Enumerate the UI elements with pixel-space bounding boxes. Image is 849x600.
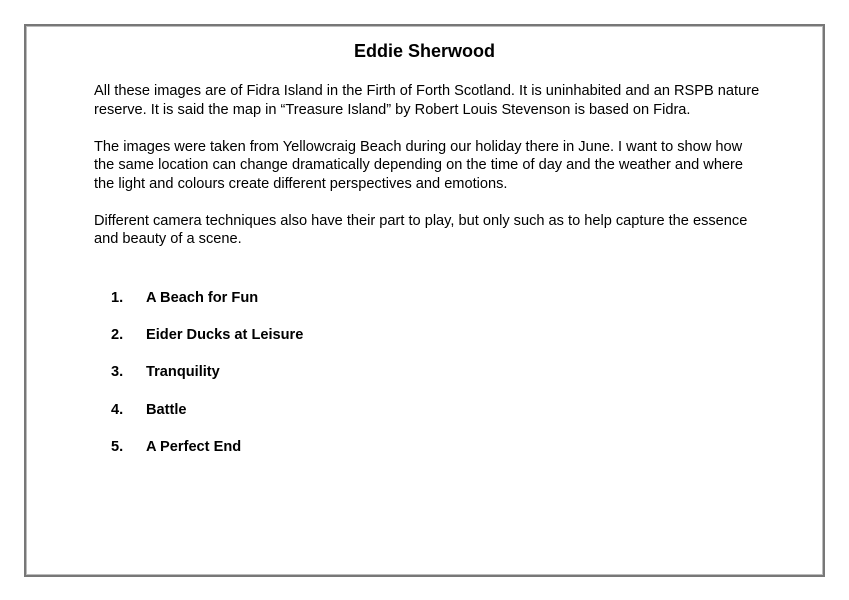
paragraph-location: The images were taken from Yellowcraig Beach during our holiday there in June. I want to show how the same location can change dramatically depending on the time of day and the weather and where the light and colours create different perspectives and emotions. xyxy=(94,138,744,192)
list-item xyxy=(111,289,303,326)
list-item-number: 1. xyxy=(111,290,124,306)
list-item-label: A Beach for Fun xyxy=(146,290,259,306)
list-item xyxy=(111,363,303,400)
page-frame xyxy=(24,24,825,577)
list-item xyxy=(111,438,303,475)
description xyxy=(94,82,764,267)
list-item-label: Tranquility xyxy=(146,364,220,381)
list-item xyxy=(111,401,303,438)
list-item-number: 5. xyxy=(111,438,124,455)
paragraph-intro: All these images are of Fidra Island in the Firth of Forth Scotland. It is uninhabited and an RSPB nature reserve. It is said the map in “Treasure Island” by Robert Louis Stevenson is based on Fidra. xyxy=(94,83,760,118)
paragraph-techniques: Different camera techniques also have their part to play, but only such as to help capture the essence and beauty of a scene. xyxy=(94,212,748,247)
list-item-number: 3. xyxy=(111,364,124,381)
list-item xyxy=(111,326,303,363)
list-item-number: 4. xyxy=(111,401,124,418)
list-item-number: 2. xyxy=(111,327,124,344)
list-item-label: Eider Ducks at Leisure xyxy=(146,327,304,344)
list-item-label: A Perfect End xyxy=(146,438,242,455)
image-title-list xyxy=(111,289,303,475)
list-item-label: Battle xyxy=(146,401,187,418)
page-title: Eddie Sherwood xyxy=(353,41,495,61)
